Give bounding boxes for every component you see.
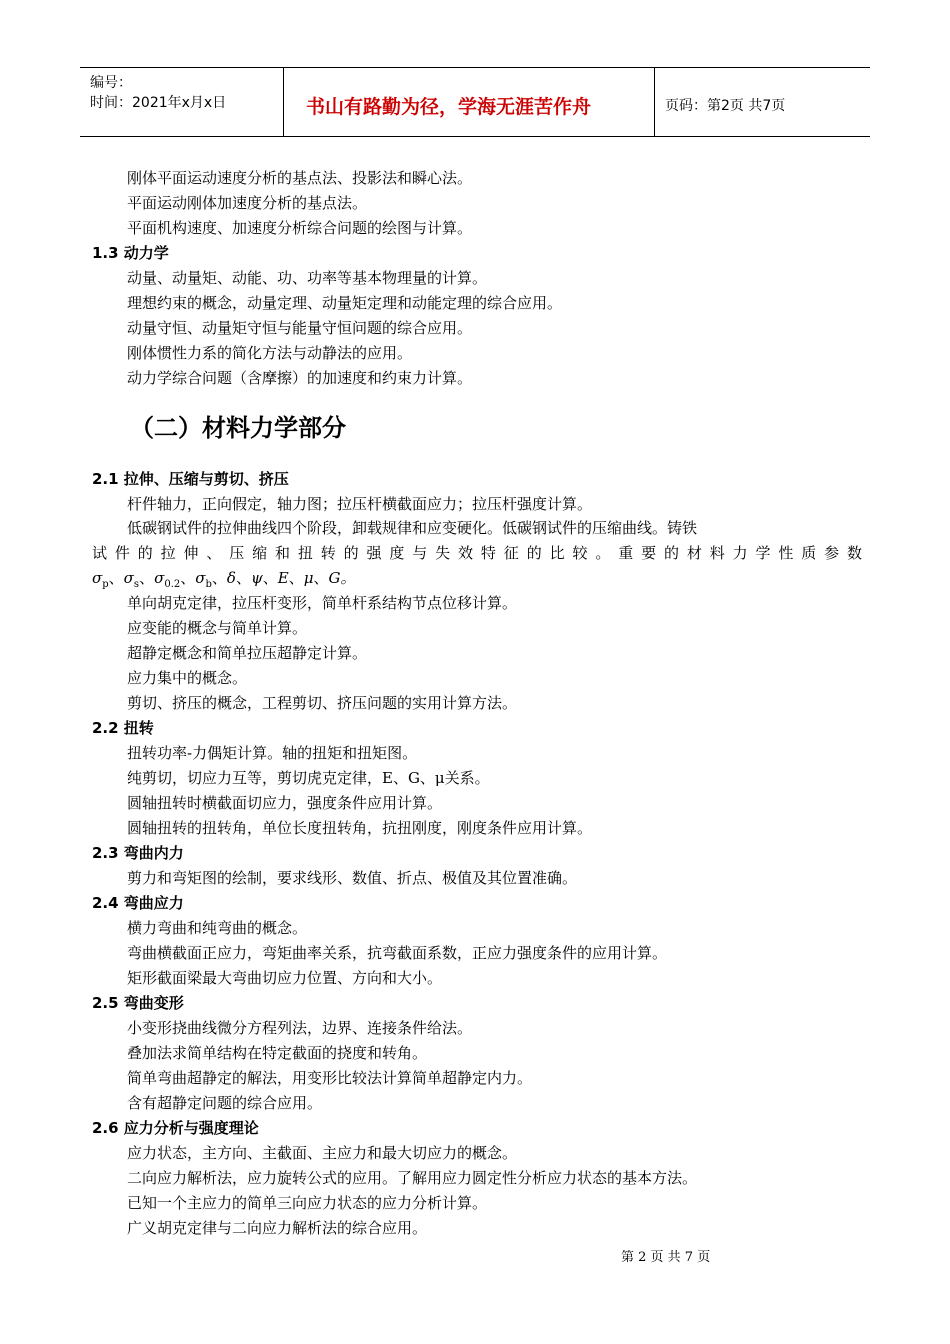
section-heading-2-4: 2.4 弯曲应力: [92, 894, 184, 912]
body-line: 试件的拉伸、压缩和扭转的强度与失效特征的比较。重要的材料力学性质参数: [92, 544, 862, 562]
body-line: 扭转功率-力偶矩计算。轴的扭矩和扭矩图。: [127, 744, 418, 762]
body-line: 杆件轴力，正向假定，轴力图；拉压杆横截面应力；拉压杆强度计算。: [127, 495, 593, 513]
body-line: 超静定概念和简单拉压超静定计算。: [127, 644, 368, 662]
body-line: 剪切、挤压的概念，工程剪切、挤压问题的实用计算方法。: [127, 694, 518, 712]
body-line: 低碳钢试件的拉伸曲线四个阶段，卸载规律和应变硬化。低碳钢试件的压缩曲线。铸铁: [127, 519, 698, 537]
header-left-cell: [80, 68, 284, 136]
material-parameters-line: $\sigma_p$、$\sigma_s$、$\sigma_{0.2}$、$\sigma_b$、δ、ψ、E、μ、G。: [92, 569, 356, 590]
body-line: 广义胡克定律与二向应力解析法的综合应用。: [127, 1219, 428, 1237]
body-line: 剪力和弯矩图的绘制，要求线形、数值、折点、极值及其位置准确。: [127, 869, 578, 887]
section-heading-2-2: 2.2 扭转: [92, 719, 154, 737]
section-heading-2-5: 2.5 弯曲变形: [92, 994, 184, 1012]
body-line: 圆轴扭转时横截面切应力，强度条件应用计算。: [127, 794, 443, 812]
document-time-label: 时间：2021年x月x日: [90, 95, 227, 111]
body-line: 横力弯曲和纯弯曲的概念。: [127, 919, 308, 937]
body-line: 含有超静定问题的综合应用。: [127, 1094, 323, 1112]
body-line: 叠加法求简单结构在特定截面的挠度和转角。: [127, 1044, 428, 1062]
body-line: 纯剪切，切应力互等，剪切虎克定律，E、G、μ关系。: [127, 769, 490, 787]
body-line: 动力学综合问题（含摩擦）的加速度和约束力计算。: [127, 369, 473, 387]
section-heading-2-3: 2.3 弯曲内力: [92, 844, 184, 862]
body-line: 动量守恒、动量矩守恒与能量守恒问题的综合应用。: [127, 319, 473, 337]
body-line: 动量、动量矩、动能、功、功率等基本物理量的计算。: [127, 269, 488, 287]
body-line: 刚体惯性力系的简化方法与动静法的应用。: [127, 344, 413, 362]
body-line: 简单弯曲超静定的解法，用变形比较法计算简单超静定内力。: [127, 1069, 533, 1087]
body-line: 应力状态，主方向、主截面、主应力和最大切应力的概念。: [127, 1144, 518, 1162]
section-heading-1-3: 1.3 动力学: [92, 244, 169, 262]
document-header: [80, 67, 870, 137]
body-line: 圆轴扭转的扭转角，单位长度扭转角，抗扭刚度，刚度条件应用计算。: [127, 819, 593, 837]
header-page-info: 页码：第2页 共7页: [665, 98, 786, 114]
body-line: 平面机构速度、加速度分析综合问题的绘图与计算。: [127, 219, 473, 237]
header-page-cell: [655, 68, 870, 136]
body-line: 二向应力解析法，应力旋转公式的应用。了解用应力圆定性分析应力状态的基本方法。: [127, 1169, 698, 1187]
document-number-label: 编号：: [90, 75, 132, 91]
part-title-materials-mechanics: （二）材料力学部分: [130, 414, 346, 442]
body-line: 单向胡克定律，拉压杆变形，简单杆系结构节点位移计算。: [127, 594, 518, 612]
body-line: 矩形截面梁最大弯曲切应力位置、方向和大小。: [127, 969, 443, 987]
header-motto-cell: [284, 68, 655, 136]
body-line: 应变能的概念与简单计算。: [127, 619, 308, 637]
section-heading-2-6: 2.6 应力分析与强度理论: [92, 1119, 259, 1137]
body-line: 弯曲横截面正应力，弯矩曲率关系，抗弯截面系数，正应力强度条件的应用计算。: [127, 944, 668, 962]
header-motto: 书山有路勤为径，学海无涯苦作舟: [306, 96, 592, 118]
section-heading-2-1: 2.1 拉伸、压缩与剪切、挤压: [92, 470, 289, 488]
body-line: 已知一个主应力的简单三向应力状态的应力分析计算。: [127, 1194, 488, 1212]
body-line: 理想约束的概念，动量定理、动量矩定理和动能定理的综合应用。: [127, 294, 563, 312]
page-footer: 第 2 页 共 7 页: [621, 1250, 711, 1265]
body-line: 平面运动刚体加速度分析的基点法。: [127, 194, 368, 212]
body-line: 应力集中的概念。: [127, 669, 248, 687]
body-line: 刚体平面运动速度分析的基点法、投影法和瞬心法。: [127, 169, 473, 187]
body-line: 小变形挠曲线微分方程列法，边界、连接条件给法。: [127, 1019, 473, 1037]
